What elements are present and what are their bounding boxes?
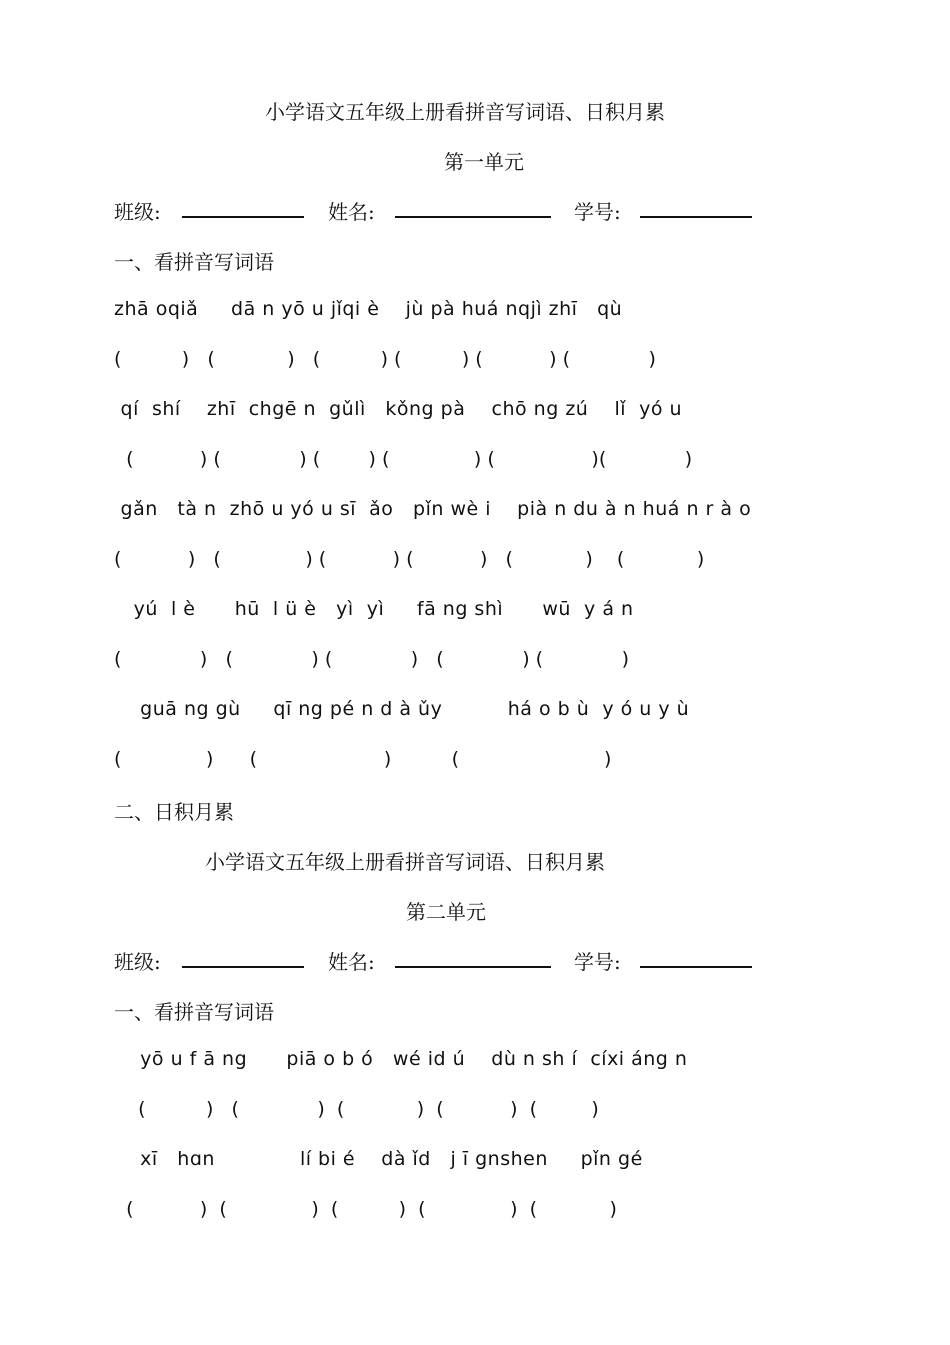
unit-title: 第一单元	[444, 150, 524, 174]
class-label: 班级:	[114, 950, 161, 974]
name-field[interactable]	[395, 966, 551, 968]
name-label: 姓名:	[328, 200, 375, 224]
answer-blanks-row[interactable]: ( ) ( ) ( ) ( ) ( ) ( )	[114, 548, 705, 570]
worksheet-title: 小学语文五年级上册看拼音写词语、日积月累	[205, 850, 605, 874]
answer-blanks-row[interactable]: ( ) ( ) ( ) ( ) ( )	[114, 648, 630, 670]
pinyin-row: guā ng gù qī ng pé n d à ǔy há o b ù y ó u y ù	[114, 698, 690, 720]
answer-blanks-row[interactable]: ( ) ( ) ( ) ( ) ( )	[114, 1198, 617, 1220]
pinyin-row: xī hɑn lí bi é dà ǐd j ī gnshen pǐn gé	[114, 1148, 643, 1170]
section-heading-accumulation: 二、日积月累	[114, 800, 234, 824]
answer-blanks-row[interactable]: ( ) ( ) ( ) ( ) ( ) ( )	[114, 348, 656, 370]
class-label: 班级:	[114, 200, 161, 224]
answer-blanks-row[interactable]: ( ) ( ) ( )	[114, 748, 612, 770]
class-field[interactable]	[182, 216, 304, 218]
section-heading-pinyin: 一、看拼音写词语	[114, 1000, 274, 1024]
pinyin-row: zhā oqiǎ dā n yō u jǐqi è jù pà huá nqjì zhī qù	[114, 298, 623, 320]
student-id-label: 学号:	[574, 200, 621, 224]
unit-title: 第二单元	[406, 900, 486, 924]
student-id-field[interactable]	[640, 216, 752, 218]
student-id-field[interactable]	[640, 966, 752, 968]
pinyin-row: yú l è hū l ü è yì yì fā ng shì wū y á n	[114, 598, 634, 620]
name-label: 姓名:	[328, 950, 375, 974]
pinyin-row: yō u f ā ng piā o b ó wé id ú dù n sh í cíxi áng n	[114, 1048, 688, 1070]
section-heading-pinyin: 一、看拼音写词语	[114, 250, 274, 274]
answer-blanks-row[interactable]: ( ) ( ) ( ) ( ) ( )( )	[114, 448, 693, 470]
name-field[interactable]	[395, 216, 551, 218]
answer-blanks-row[interactable]: ( ) ( ) ( ) ( ) ( )	[114, 1098, 599, 1120]
pinyin-row: qí shí zhī chgē n gǔlì kǒng pà chō ng zú lǐ yó u	[114, 398, 683, 420]
pinyin-row: gǎn tà n zhō u yó u sī ǎo pǐn wè i pià n du à n huá n r à o	[114, 498, 752, 520]
student-id-label: 学号:	[574, 950, 621, 974]
class-field[interactable]	[182, 966, 304, 968]
worksheet-title: 小学语文五年级上册看拼音写词语、日积月累	[265, 100, 665, 124]
